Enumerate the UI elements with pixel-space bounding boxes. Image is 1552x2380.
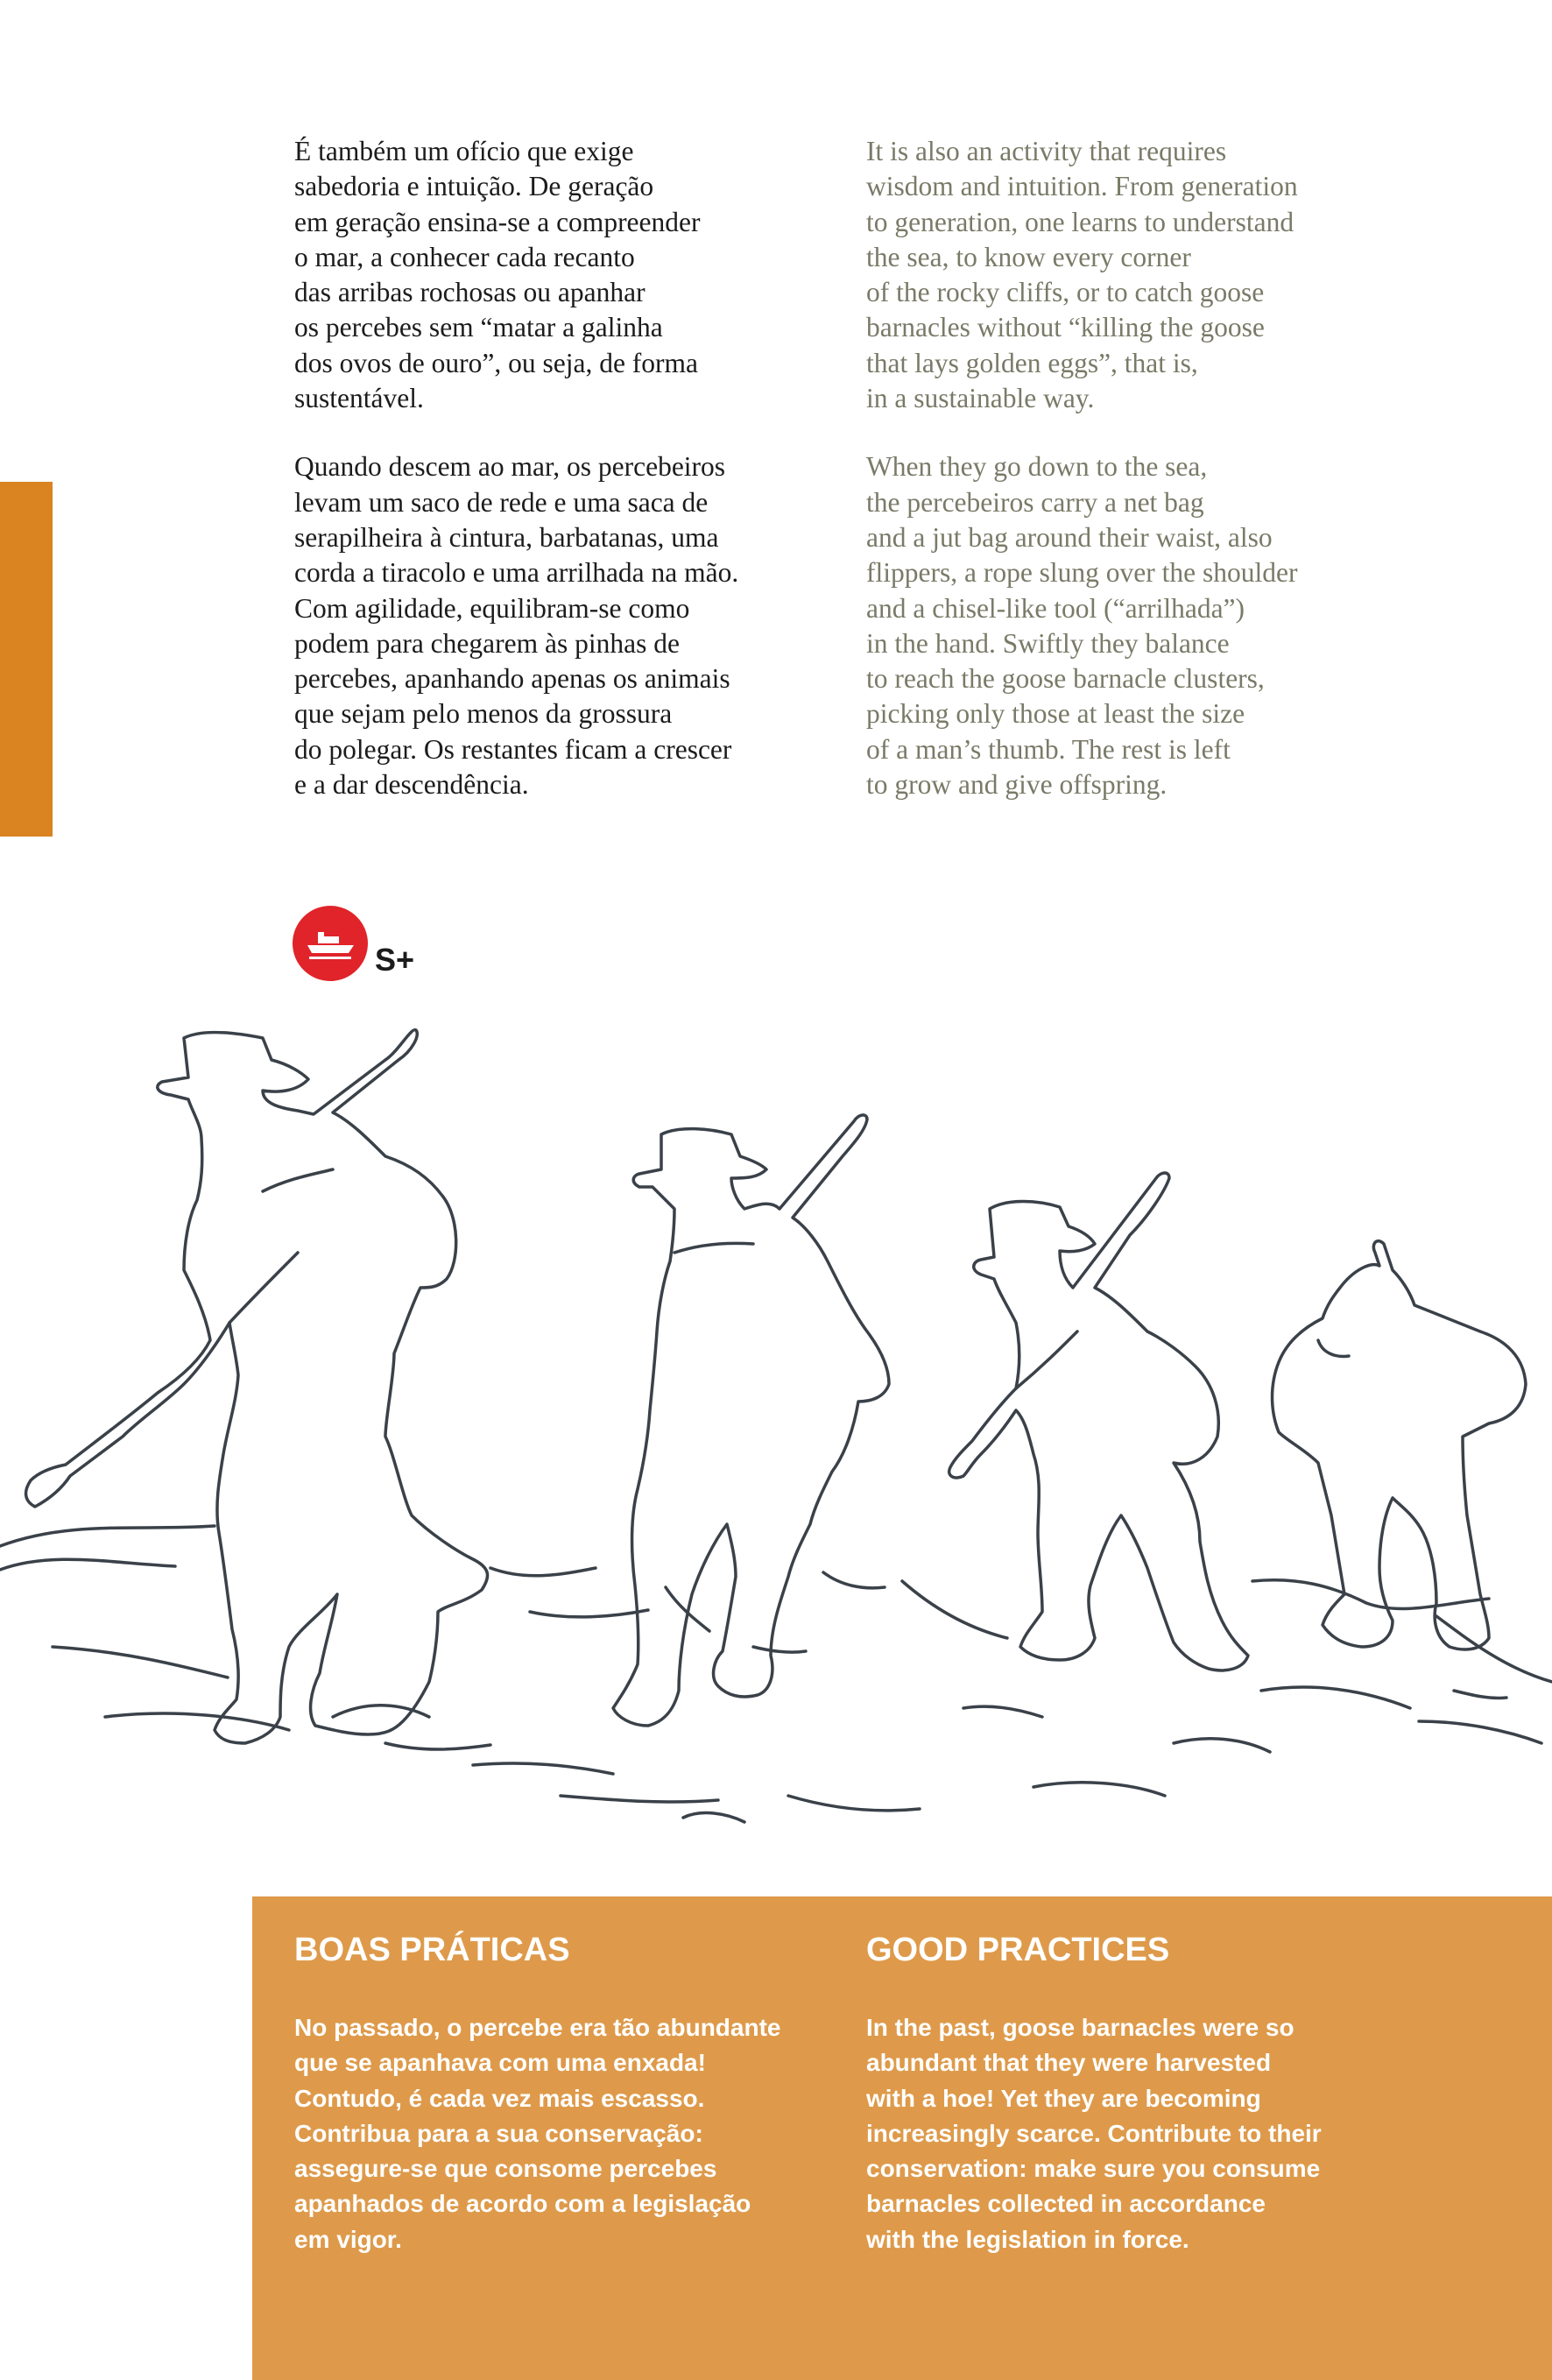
boat-icon [293,906,368,981]
pt-line: do polegar. Os restantes ficam a crescer [294,733,732,765]
good-practices-line: assegure-se que consome percebes [294,2155,717,2183]
pt-line: Com agilidade, equilibram-se como [294,592,690,624]
en-line: the sea, to know every corner [866,241,1191,272]
rock-outline [0,1559,175,1570]
pt-line: Quando descem ao mar, os percebeiros [294,451,726,483]
rock-outline [902,1581,1007,1638]
english-text-column [866,134,1427,836]
pt-line: o mar, a conhecer cada recanto [294,241,635,272]
good-practices-line: increasingly scarce. Contribute to their [866,2119,1322,2147]
good-practices-title-en: GOOD PRACTICES [866,1932,1170,1968]
good-practices-body-pt [294,2010,780,2257]
pt-line: percebes, apanhando apenas os animais [294,663,730,695]
good-practices-line: No passado, o percebe era tão abundante [294,2014,781,2041]
rock-outline [753,1647,806,1652]
pt-line: das arribas rochosas ou apanhar [294,277,645,308]
pt-line: serapilheira à cintura, barbatanas, uma [294,521,719,553]
fisherman-1-outline [26,1030,488,1743]
good-practices-line: Contudo, é cada vez mais escasso. [294,2084,705,2112]
pt-line: sustentável. [294,383,424,414]
good-practices-box [252,1896,1552,2380]
en-line: barnacles without “killing the goose [866,312,1265,343]
fisherman-3-detail [1016,1331,1077,1388]
pt-line: em geração ensina-se a compreender [294,206,701,237]
rock-outline [1261,1687,1410,1708]
en-line: flippers, a rope slung over the shoulder [866,557,1298,589]
good-practices-line: with a hoe! Yet they are becoming [866,2084,1261,2112]
good-practices-body-en [866,2010,1322,2257]
en-line: of a man’s thumb. The rest is left [866,733,1231,765]
good-practices-line: In the past, goose barnacles were so [866,2014,1295,2041]
rock-outline [1033,1783,1165,1796]
en-line: in a sustainable way. [866,383,1095,414]
en-line: that lays golden eggs”, that is, [866,347,1198,378]
rock-outline [1419,1721,1541,1743]
badge-label: S+ [375,942,415,978]
good-practices-line: barnacles collected in accordance [866,2190,1266,2218]
pt-line: levam um saco de rede e uma saca de [294,486,709,518]
pt-line: os percebes sem “matar a galinha [294,312,663,343]
pt-line: podem para chegarem às pinhas de [294,627,680,659]
rock-outline [963,1706,1042,1717]
en-line: to generation, one learns to understand [866,206,1295,237]
good-practices-line: apanhados de acordo com a legislação [294,2190,751,2218]
portuguese-text-column [294,134,820,836]
pt-line: sabedoria e intuição. De geração [294,171,654,202]
en-line: and a jut bag around their waist, also [866,521,1273,553]
rock-outline [490,1568,596,1576]
en-line: in the hand. Swiftly they balance [866,627,1230,659]
rock-outline [788,1796,920,1811]
rock-outline [53,1647,228,1677]
good-practices-line: Contribua para a sua conservação: [294,2119,703,2147]
rock-outline [1454,1691,1506,1698]
pt-line: e a dar descendência. [294,769,529,801]
en-line: the percebeiros carry a net bag [866,486,1204,518]
rock-outline [473,1763,613,1774]
pt-line: que sejam pelo menos da grossura [294,698,673,730]
rock-outline [0,1526,215,1546]
en-line: wisdom and intuition. From generation [866,171,1298,202]
barnacle-fishermen-illustration [0,1007,1552,1840]
en-line: picking only those at least the size [866,698,1245,730]
rock-outline [823,1572,885,1588]
en-line: It is also an activity that requires [866,136,1227,166]
rock-outline [1174,1739,1270,1752]
en-line: to grow and give offspring. [866,769,1168,801]
en-paragraph-1 [866,134,1427,416]
fisherman-1-detail [229,1253,298,1323]
good-practices-line: abundant that they were harvested [866,2049,1272,2077]
pt-paragraph-1 [294,134,820,416]
fisherman-1-detail [263,1169,333,1191]
fisherman-3-outline [949,1173,1248,1670]
rock-outline [683,1813,744,1822]
en-paragraph-2 [866,449,1427,802]
good-practices-title-pt: BOAS PRÁTICAS [294,1932,570,1968]
side-accent-tab [0,482,53,837]
rock-outline [530,1610,648,1617]
en-line: of the rocky cliffs, or to catch goose [866,277,1265,308]
fisherman-4-outline [1273,1241,1527,1649]
good-practices-line: conservation: make sure you consume [866,2155,1321,2183]
rock-outline [1252,1580,1489,1609]
pt-line: corda a tiracolo e uma arrilhada na mão. [294,557,739,589]
en-line: When they go down to the sea, [866,451,1208,483]
rock-outline [105,1713,289,1730]
rock-outline [385,1743,490,1749]
fisherman-2-outline [613,1115,889,1726]
pt-line: É também um ofício que exige [294,136,634,166]
boat-badge [293,906,368,981]
fisherman-2-detail [674,1243,753,1253]
good-practices-line: que se apanhava com uma enxada! [294,2049,706,2077]
good-practices-line: with the legislation in force. [866,2225,1189,2253]
en-line: to reach the goose barnacle clusters, [866,663,1265,695]
good-practices-line: em vigor. [294,2225,402,2253]
fisherman-4-detail [1318,1340,1349,1356]
en-line: and a chisel-like tool (“arrilhada”) [866,592,1245,624]
pt-paragraph-2 [294,449,820,802]
rock-outline [561,1796,718,1802]
pt-line: dos ovos de ouro”, ou seja, de forma [294,347,699,378]
